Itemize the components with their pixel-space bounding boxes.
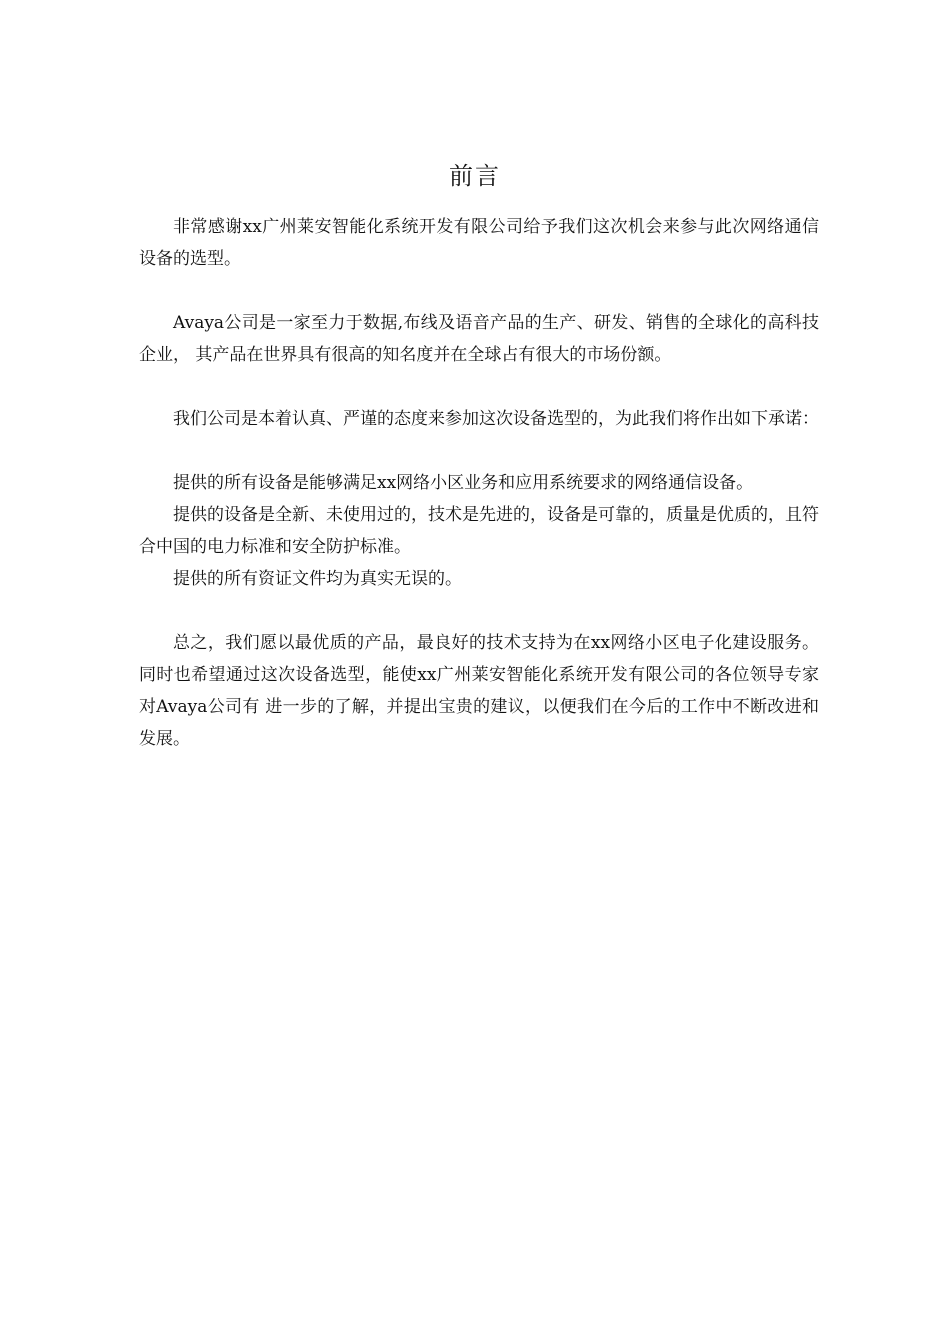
paragraph-conclusion: 总之，我们愿以最优质的产品，最良好的技术支持为在xx网络小区电子化建设服务。同时也希望通过这次设备选型，能使xx广州莱安智能化系统开发有限公司的各位领导专家对Avaya公司有 进一步的了解，并提出宝贵的建议，以便我们在今后的工作中不断改进和发展。 <box>139 633 819 749</box>
paragraph-company-intro: Avaya公司是一家至力于数据,布线及语音产品的生产、研发、销售的全球化的高科技企业， 其产品在世界具有很高的知名度并在全球占有很大的市场份额。 <box>139 313 819 365</box>
commitment-item-3: 提供的所有资证文件均为真实无误的。 <box>173 569 462 589</box>
paragraph-thanks: 非常感谢xx广州莱安智能化系统开发有限公司给予我们这次机会来参与此次网络通信设备的选型。 <box>139 217 819 269</box>
paragraph-spacer <box>139 435 819 467</box>
document-title: 前言 <box>449 162 501 190</box>
document-body <box>139 211 819 755</box>
commitment-item-2: 提供的设备是全新、未使用过的，技术是先进的，设备是可靠的，质量是优质的，且符合中国的电力标准和安全防护标准。 <box>139 505 819 557</box>
paragraph-spacer <box>139 595 819 627</box>
paragraph-spacer <box>139 371 819 403</box>
commitment-item-1: 提供的所有设备是能够满足xx网络小区业务和应用系统要求的网络通信设备。 <box>173 473 754 493</box>
paragraph-spacer <box>139 275 819 307</box>
paragraph-commitment-intro: 我们公司是本着认真、严谨的态度来参加这次设备选型的，为此我们将作出如下承诺： <box>173 409 819 429</box>
